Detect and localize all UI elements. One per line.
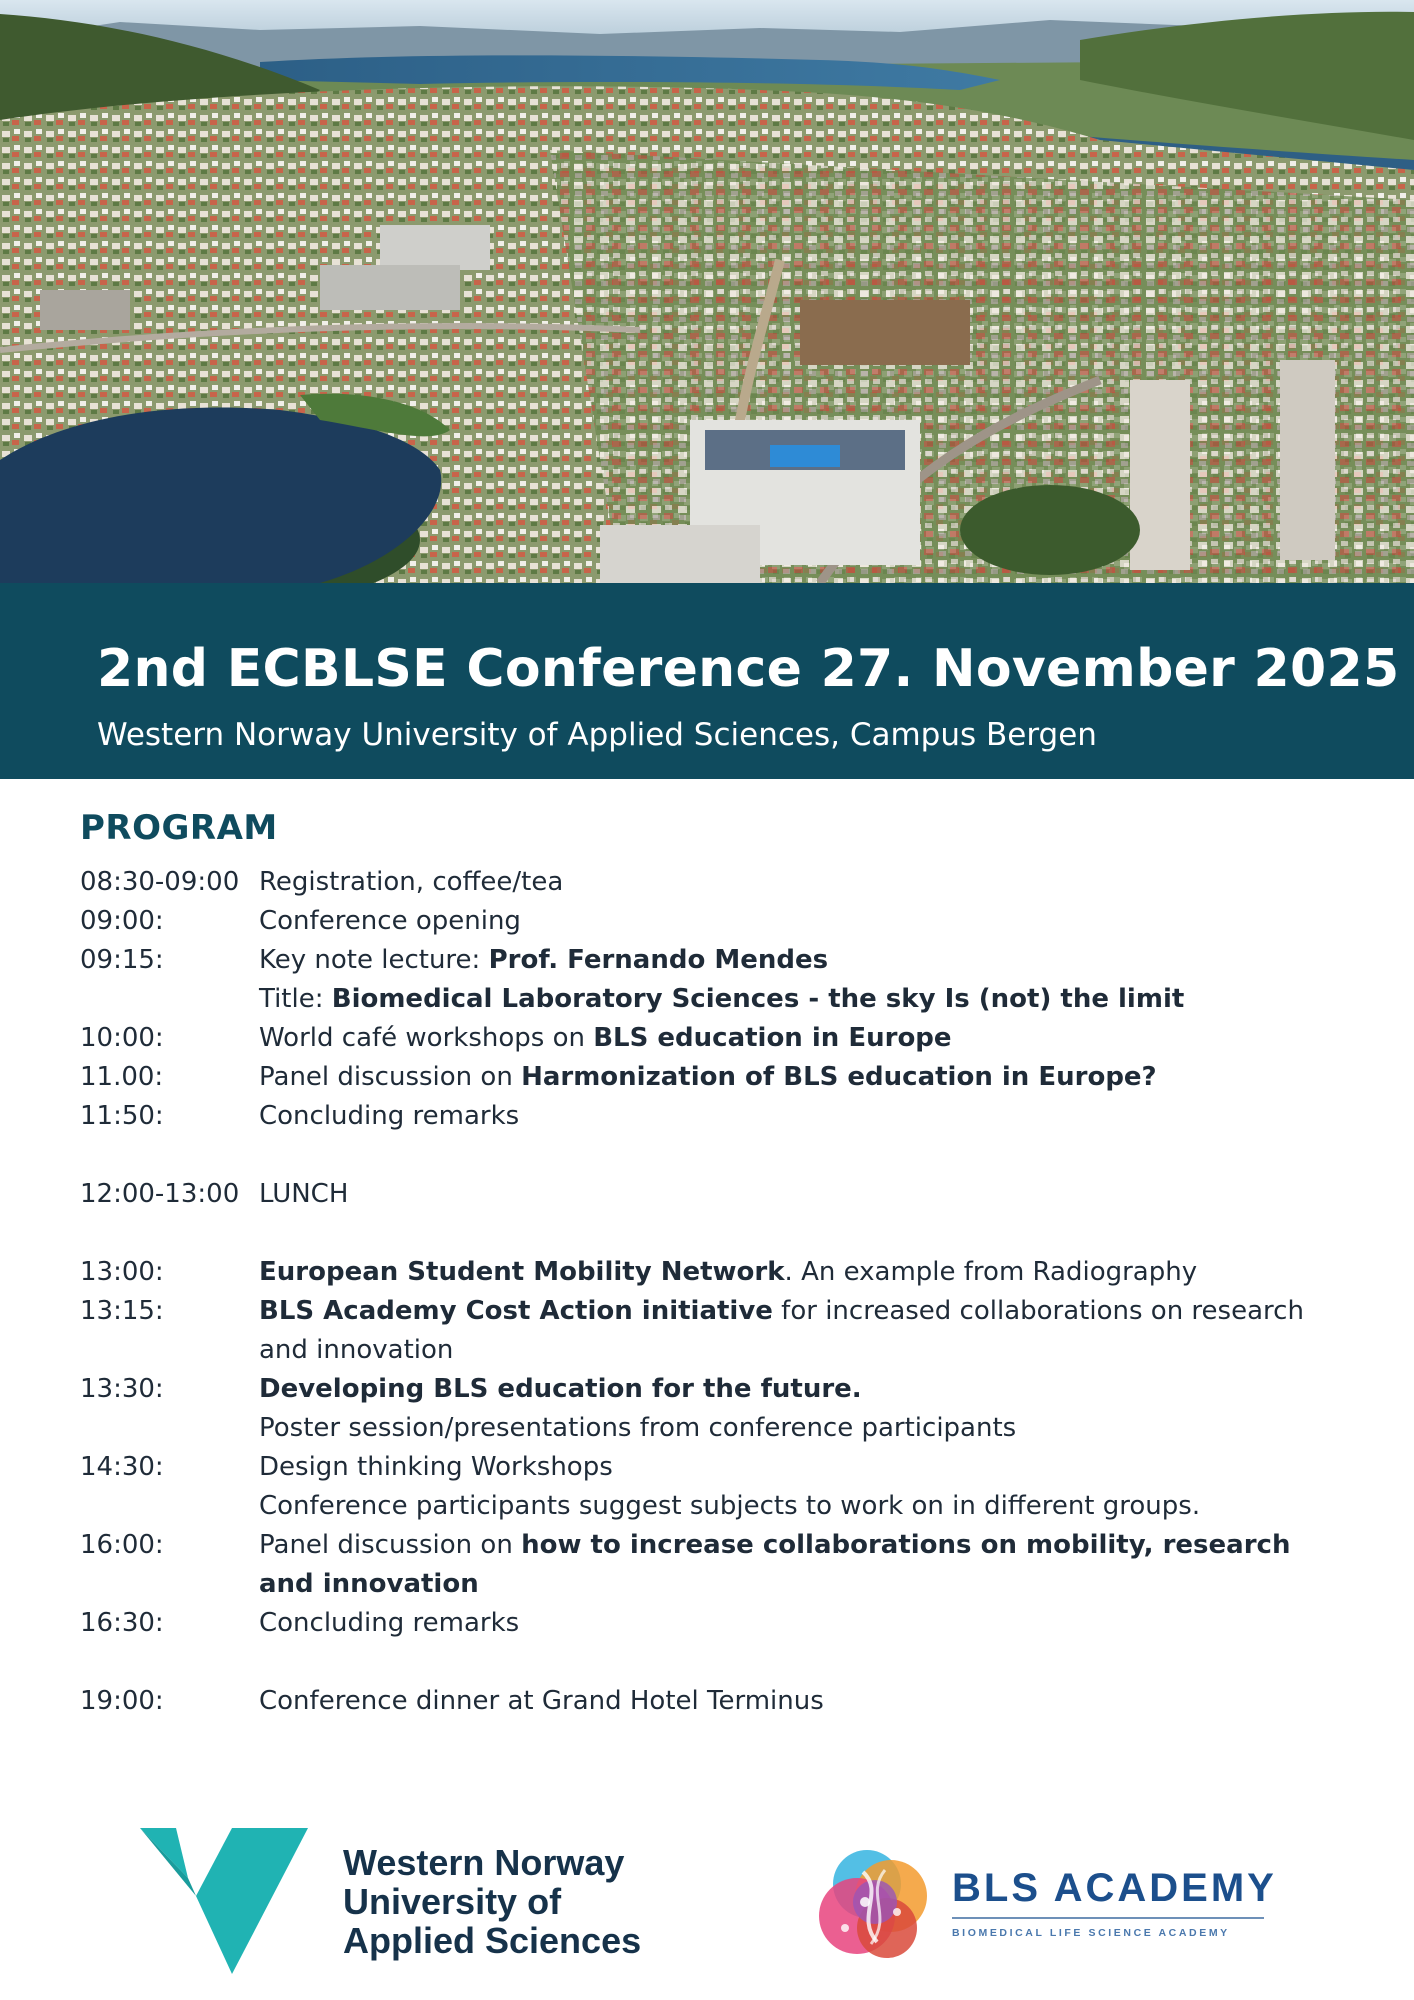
program-description — [259, 863, 1340, 902]
program-highlight: Developing BLS education for the future. — [259, 1374, 862, 1404]
program-description — [259, 1253, 1340, 1292]
program-time: 14:30: — [80, 1452, 164, 1482]
program-highlight: European Student Mobility Network — [259, 1257, 785, 1287]
program-highlight: how to increase collaborations on mobility, research and innovation — [259, 1530, 1291, 1599]
conference-title: 2nd ECBLSE Conference 27. November 2025 — [97, 639, 1400, 699]
program-text: Panel discussion on — [259, 1062, 522, 1092]
program-text: Concluding remarks — [259, 1101, 520, 1131]
program-description — [259, 941, 1340, 980]
program-description — [259, 1487, 1340, 1526]
program-row — [80, 1604, 1340, 1643]
program-time: 13:00: — [80, 1257, 164, 1287]
program-row — [80, 1292, 1340, 1370]
bls-academy-name: BLS ACADEMY — [952, 1866, 1277, 1910]
program-row — [80, 1097, 1340, 1136]
campus-aerial-photo — [0, 0, 1414, 583]
program-time: 08:30-09:00 — [80, 867, 240, 897]
program-description — [259, 1175, 1340, 1214]
program-row — [80, 1448, 1340, 1487]
program-text: World café workshops on — [259, 1023, 594, 1053]
program-description — [259, 1409, 1340, 1448]
program-description — [259, 1448, 1340, 1487]
program-time — [80, 980, 259, 1019]
program-highlight: Harmonization of BLS education in Europe? — [521, 1062, 1157, 1092]
program-time: 16:00: — [80, 1530, 164, 1560]
program-time: 13:15: — [80, 1296, 164, 1326]
program-description — [259, 1019, 1340, 1058]
bls-academy-tagline: BIOMEDICAL LIFE SCIENCE ACADEMY — [952, 1927, 1230, 1939]
program-row — [80, 941, 1340, 980]
program-highlight: Biomedical Laboratory Sciences - the sky Is (not) the limit — [331, 984, 1185, 1014]
program-text: Title: — [259, 984, 332, 1014]
program-time: 11.00: — [80, 1062, 164, 1092]
bls-academy-emblem-icon — [805, 1832, 945, 1970]
program-row — [80, 863, 1340, 902]
program-row — [80, 980, 1340, 1019]
program-time: 11:50: — [80, 1101, 164, 1131]
program-time: 09:00: — [80, 906, 164, 936]
program-row — [80, 1409, 1340, 1448]
program-time: 12:00-13:00 — [80, 1179, 240, 1209]
program-row — [80, 1682, 1340, 1721]
program-text: Conference participants suggest subjects to work on in different groups. — [259, 1491, 1201, 1521]
program-highlight: BLS Academy Cost Action initiative — [259, 1296, 773, 1326]
title-banner — [0, 583, 1414, 779]
hvl-name-line: University of — [343, 1881, 562, 1922]
program-description — [259, 1370, 1340, 1409]
program-description — [259, 1058, 1340, 1097]
program-row — [80, 1019, 1340, 1058]
program-time — [80, 1487, 259, 1526]
program-text: Concluding remarks — [259, 1608, 520, 1638]
program-time: 13:30: — [80, 1374, 164, 1404]
program-time: 16:30: — [80, 1608, 164, 1638]
program-row — [80, 1253, 1340, 1292]
program-text: LUNCH — [259, 1179, 349, 1209]
program-description — [259, 902, 1340, 941]
program-text: Registration, coffee/tea — [259, 867, 564, 897]
program-time: 10:00: — [80, 1023, 164, 1053]
program-time: 19:00: — [80, 1686, 164, 1716]
program-text: Panel discussion on — [259, 1530, 522, 1560]
program-text: . An example from Radiography — [784, 1257, 1198, 1287]
program-text: for increased collaborations on research and innovation — [259, 1296, 1304, 1365]
program-row — [80, 1487, 1340, 1526]
program-time: 09:15: — [80, 945, 164, 975]
program-schedule — [80, 863, 1340, 1721]
program-text: Conference opening — [259, 906, 521, 936]
program-description — [259, 1682, 1340, 1721]
program-text: Poster session/presentations from conference participants — [259, 1413, 1017, 1443]
program-description — [259, 1292, 1340, 1370]
program-description — [259, 1526, 1340, 1604]
program-text: Key note lecture: — [259, 945, 489, 975]
hvl-name — [343, 1843, 641, 1960]
program-row — [80, 902, 1340, 941]
program-description — [259, 1604, 1340, 1643]
hvl-name-line: Western Norway — [343, 1842, 625, 1883]
program-row — [80, 1175, 1340, 1214]
program-highlight: Prof. Fernando Mendes — [488, 945, 829, 975]
program-highlight: BLS education in Europe — [593, 1023, 952, 1053]
program-heading: PROGRAM — [80, 808, 278, 848]
program-description — [259, 1097, 1340, 1136]
program-row — [80, 1526, 1340, 1604]
conference-venue: Western Norway University of Applied Sciences, Campus Bergen — [97, 717, 1097, 753]
program-text: Design thinking Workshops — [259, 1452, 613, 1482]
program-row — [80, 1370, 1340, 1409]
program-row — [80, 1058, 1340, 1097]
program-text: Conference dinner at Grand Hotel Terminus — [259, 1686, 824, 1716]
bls-divider — [952, 1917, 1264, 1919]
hvl-logo-icon — [140, 1828, 310, 1978]
program-time — [80, 1409, 259, 1448]
program-description — [259, 980, 1340, 1019]
hvl-name-line: Applied Sciences — [343, 1920, 642, 1961]
